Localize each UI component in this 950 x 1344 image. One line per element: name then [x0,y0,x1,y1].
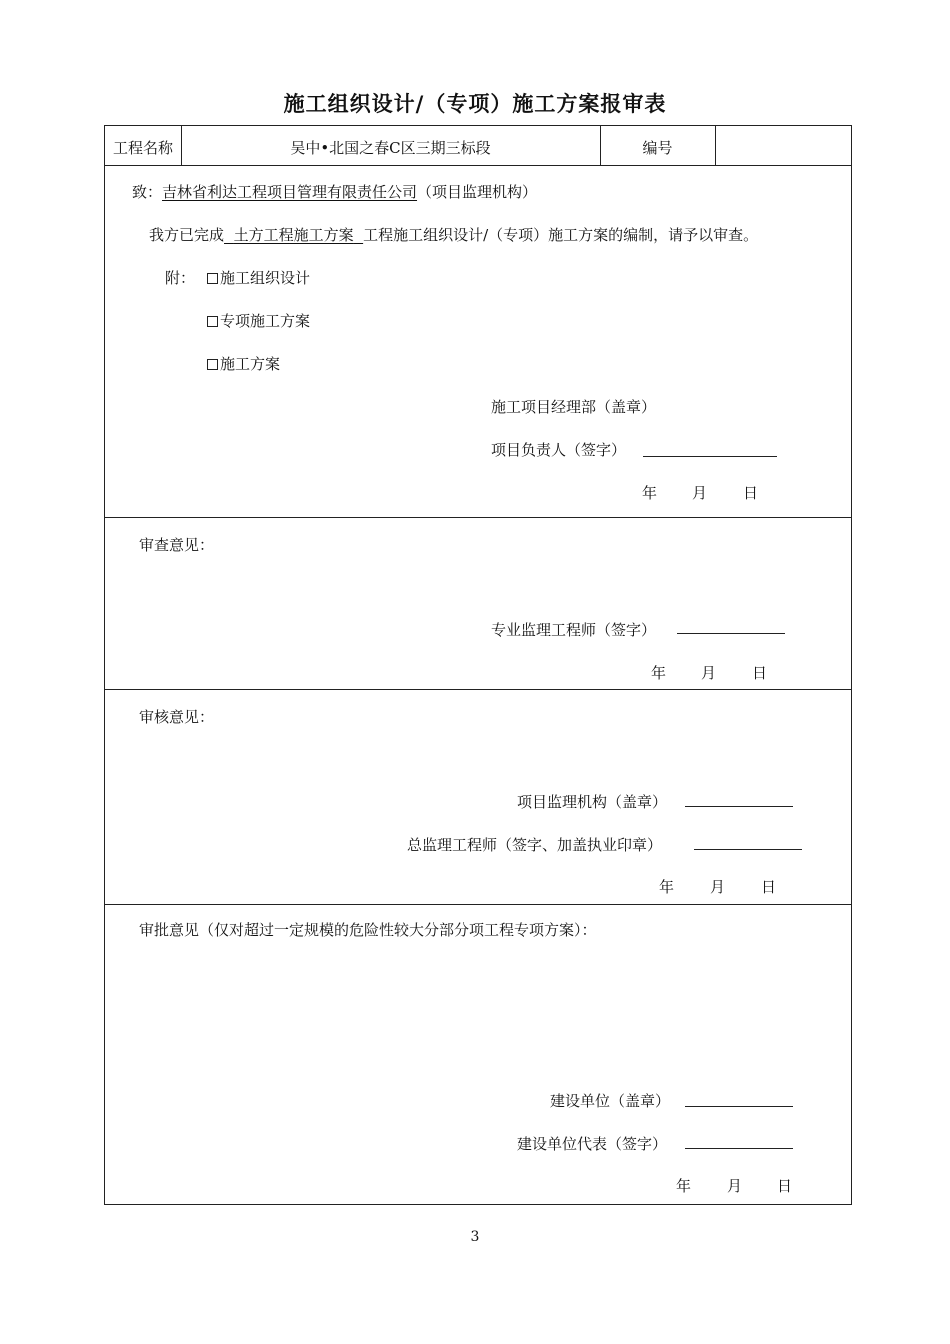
date-month: 月 [710,878,726,896]
signature-line[interactable] [677,633,785,634]
date-month: 月 [692,484,708,502]
addressee-prefix: 致： [132,183,163,201]
attachment-option[interactable] [207,310,310,331]
date-year: 年 [676,1177,692,1195]
review-opinion-heading: 审查意见： [139,536,215,554]
attachment-option[interactable] [207,267,310,288]
supervision-stamp-label: 项目监理机构（盖章） [517,793,668,811]
header-divider [715,126,716,165]
row-divider [105,689,851,690]
date-year: 年 [651,664,667,682]
row-divider [105,904,851,905]
date-month: 月 [727,1177,743,1195]
statement-prefix: 我方已完成 [149,226,225,244]
supervision-org-name[interactable]: 吉林省利达工程项目管理有限责任公司 [162,183,418,201]
engineer-signature-label: 专业监理工程师（签字） [491,621,657,639]
form-table [104,125,852,1205]
checkbox-icon[interactable] [207,359,218,370]
addressee-suffix: （项目监理机构） [417,183,538,201]
plan-name: 土方工程施工方案 [233,226,354,244]
submission-statement [149,224,758,245]
signature-line[interactable] [694,849,802,850]
addressee-line [132,181,537,202]
project-name-label: 工程名称 [112,139,173,157]
project-manager-signature-label: 项目负责人（签字） [491,441,627,459]
signature-line[interactable] [643,456,777,457]
date-day: 日 [777,1177,793,1195]
audit-opinion-heading: 审核意见： [139,708,215,726]
stamp-line[interactable] [685,806,793,807]
attachment-option[interactable] [207,353,280,374]
date-day: 日 [761,878,777,896]
owner-rep-signature-label: 建设单位代表（签字） [517,1135,668,1153]
row-divider [105,165,851,166]
date-month: 月 [701,664,717,682]
checkbox-icon[interactable] [207,316,218,327]
contractor-stamp-label: 施工项目经理部（盖章） [491,398,657,416]
project-name-value[interactable]: 吴中•北国之春C区三期三标段 [290,139,491,157]
attachment-label-3: 施工方案 [220,355,281,373]
statement-suffix: 工程施工组织设计/（专项）施工方案的编制，请予以审查。 [363,226,759,244]
date-day: 日 [743,484,759,502]
checkbox-icon[interactable] [207,273,218,284]
chief-engineer-signature-label: 总监理工程师（签字、加盖执业印章） [407,836,663,854]
page-number: 3 [470,1229,480,1245]
form-title: 施工组织设计/（专项）施工方案报审表 [283,91,667,116]
attachment-label-2: 专项施工方案 [220,312,311,330]
signature-line[interactable] [685,1148,793,1149]
number-label: 编号 [642,139,673,157]
date-day: 日 [752,664,768,682]
plan-name-fill[interactable] [224,226,363,244]
stamp-line[interactable] [685,1106,793,1107]
date-year: 年 [642,484,658,502]
row-divider [105,517,851,518]
approval-opinion-heading: 审批意见（仅对超过一定规模的危险性较大分部分项工程专项方案）： [139,921,597,939]
attachment-label-1: 施工组织设计 [220,269,311,287]
owner-stamp-label: 建设单位（盖章） [550,1092,671,1110]
attachment-label: 附： [165,269,196,287]
date-year: 年 [659,878,675,896]
